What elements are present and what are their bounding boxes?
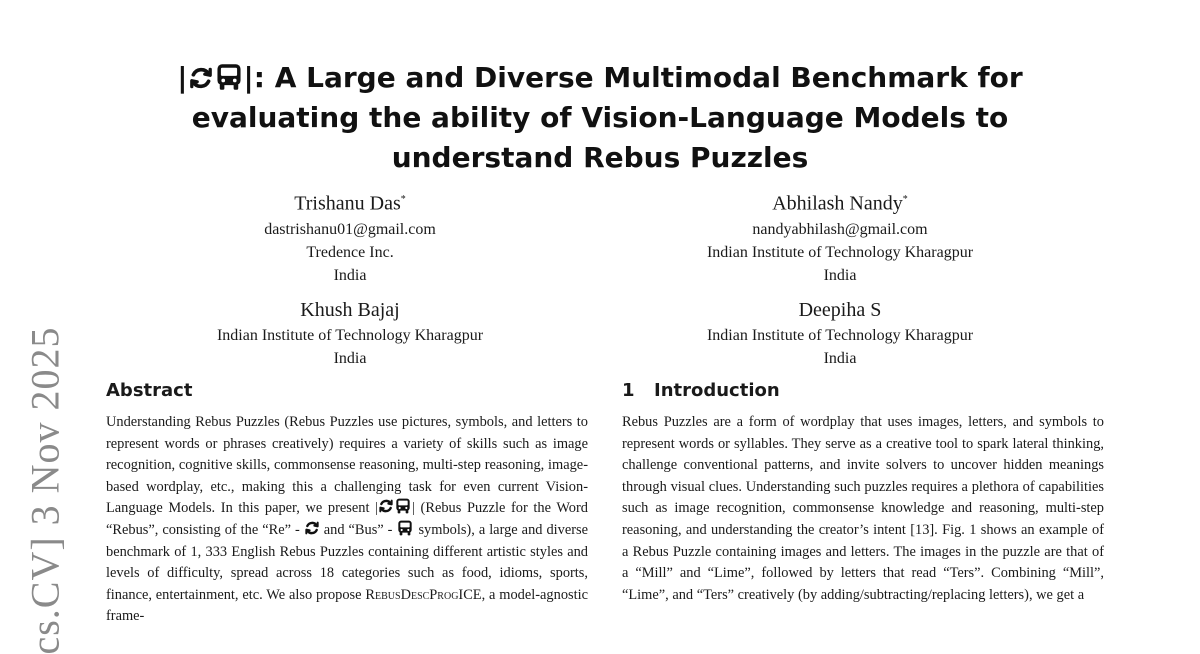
method-name: RebusDescProgICE xyxy=(365,586,482,603)
author-affiliation: Indian Institute of Technology Kharagpur xyxy=(216,327,484,344)
author-country: India xyxy=(823,350,857,367)
refresh-icon xyxy=(304,520,320,536)
author-4 xyxy=(610,296,1070,370)
bus-icon xyxy=(394,498,412,514)
author-2 xyxy=(610,186,1070,287)
abstract-section xyxy=(106,378,588,628)
author-country: India xyxy=(823,266,857,284)
introduction-text: Rebus Puzzles are a form of wordplay that uses images, letters, and symbols to represent words or syllables. They serve as a creative tool to spark lateral thinking, challenge conventional patterns, and invite solvers to uncover hidden meanings through visual clues. Understanding such puzzles requires a plethora of capabilities such as image recognition, commonsense knowledge and reasoning, multi-step reasoning, and understanding the creator’s intent [13]. Fig. 1 shows an example of a Rebus Puzzle containing images and letters. The images in the puzzle are that of a “Mill” and “Lime”, followed by letters that read “Ters”. Combining “Mill”, “Lime”, and “Ters” creatively (by adding/subtracting/replacing letters), we get a xyxy=(622,414,1104,603)
author-name: Abhilash Nandy* xyxy=(772,192,908,215)
abstract-heading: Abstract xyxy=(106,380,193,401)
author-1 xyxy=(120,186,580,287)
refresh-icon xyxy=(188,65,214,91)
introduction-heading xyxy=(622,378,1104,404)
section-title: Introduction xyxy=(654,380,780,401)
bus-icon xyxy=(214,63,244,91)
abstract-text: Understanding Rebus Puzzles (Rebus Puzzles use pictures, symbols, and letters to represent words or phrases creatively) requires a variety of skills such as image recognition, cognitive skills, commonsense reasoning, multi-step reasoning, image-based wordplay, etc., making this a challenging task for even current Vision-Language Models. In this paper, we present | | (Rebus Puzzle for the Word “Rebus”, consisting of the “Re” - and “Bus” - symbols), a large and diverse benchmark of 1, 333 English Rebus Puzzles containing different artistic styles and levels of difficulty, spread across 18 categories such as food, idioms, sports, finance, entertainment, etc. We also propose RebusDescProgICE, a model-agnostic frame- xyxy=(106,414,589,625)
refresh-icon xyxy=(378,498,394,514)
bus-icon xyxy=(396,520,414,536)
author-name: Deepiha S xyxy=(798,299,882,321)
author-affiliation: Tredence Inc. xyxy=(306,243,394,261)
author-affiliation: Indian Institute of Technology Kharagpur xyxy=(706,243,974,261)
arxiv-stamp xyxy=(20,325,70,654)
author-name: Khush Bajaj xyxy=(300,299,400,321)
author-email[interactable]: dastrishanu01@gmail.com xyxy=(264,220,436,238)
paper-title-text: : A Large and Diverse Multimodal Benchmark for evaluating the ability of Vision-Language Models to understand Rebus Puzzles xyxy=(191,61,1023,174)
paper-title: | |: A Large and Diverse Multimodal Benchmark for evaluating the ability of Vision-Language Models to understand Rebus Puzzles xyxy=(177,61,1023,174)
author-affiliation: Indian Institute of Technology Kharagpur xyxy=(706,327,974,344)
author-name: Trishanu Das* xyxy=(294,192,406,215)
author-3 xyxy=(120,296,580,370)
arxiv-stamp-text: cs.CV] 3 Nov 2025 xyxy=(22,325,68,654)
section-number: 1 xyxy=(622,380,635,401)
author-country: India xyxy=(333,350,367,367)
introduction-section xyxy=(622,378,1104,606)
author-email[interactable]: nandyabhilash@gmail.com xyxy=(752,220,928,238)
author-country: India xyxy=(333,266,367,284)
